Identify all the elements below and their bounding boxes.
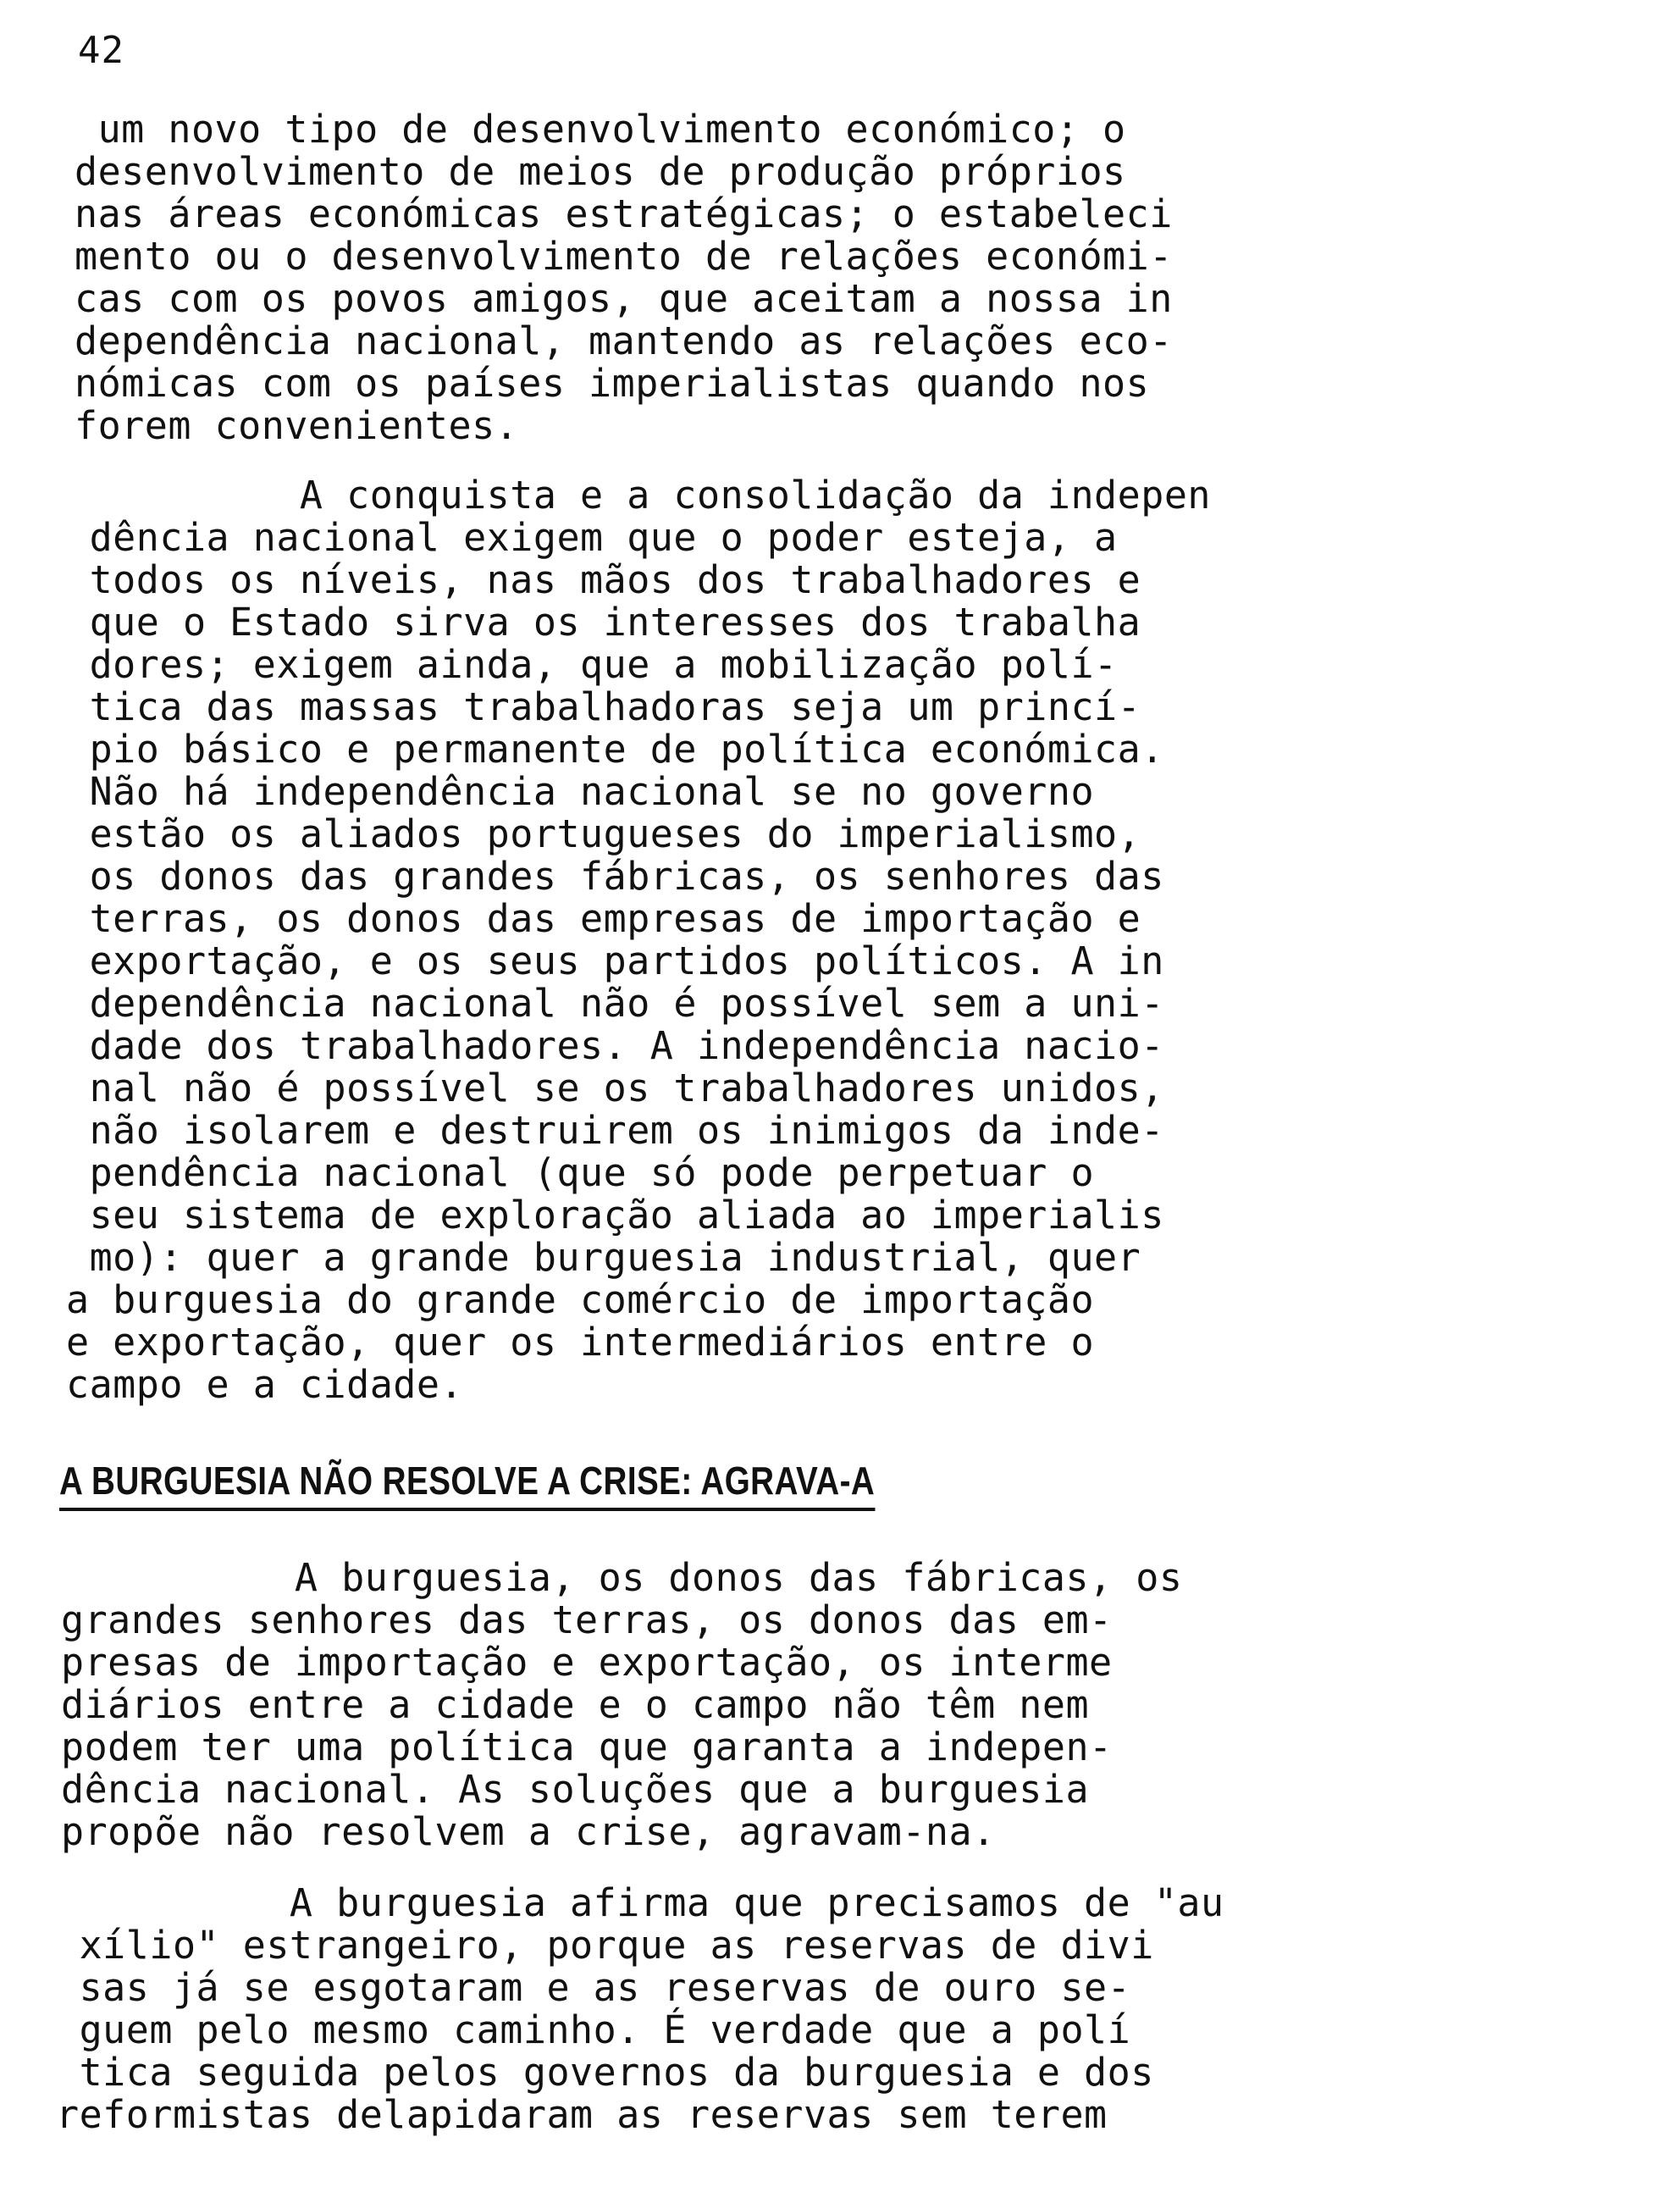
paragraph-national-independence: [66, 474, 1211, 1406]
text-line: Não há independência nacional se no governo: [66, 769, 1095, 814]
text-line: um novo tipo de desenvolvimento económico; o: [75, 107, 1126, 152]
text-line: terras, os donos das empresas de importação e: [66, 896, 1141, 941]
text-line: não isolarem e destruirem os inimigos da inde-: [66, 1108, 1164, 1153]
paragraph-economic-development: [75, 108, 1173, 447]
text-line: seu sistema de exploração aliada ao imperialis: [66, 1193, 1164, 1237]
paragraph-bourgeoisie-policy: [61, 1557, 1182, 1853]
text-line: a burguesia do grande comércio de importação: [66, 1277, 1095, 1322]
text-line: podem ter uma política que garanta a indepen-: [61, 1725, 1113, 1769]
text-line: desenvolvimento de meios de produção próprios: [75, 149, 1126, 194]
text-line: presas de importação e exportação, os interme: [61, 1640, 1113, 1685]
text-line: sas já se esgotaram e as reservas de ouro se-: [56, 1965, 1131, 2010]
text-line: dência nacional. As soluções que a burguesia: [61, 1767, 1090, 1812]
text-line: os donos das grandes fábricas, os senhores das: [66, 854, 1164, 899]
text-line: dência nacional exigem que o poder esteja, a: [66, 515, 1118, 560]
text-line: estão os aliados portugueses do imperialismo,: [66, 811, 1141, 856]
text-line: pendência nacional (que só pode perpetuar o: [66, 1150, 1095, 1195]
text-line: diários entre a cidade e o campo não têm nem: [61, 1682, 1090, 1727]
text-line: forem convenientes.: [75, 403, 519, 448]
text-line: mento ou o desenvolvimento de relações económi-: [75, 234, 1173, 279]
text-line: dependência nacional, mantendo as relações eco-: [75, 318, 1173, 363]
text-line: reformistas delapidaram as reservas sem terem: [56, 2092, 1108, 2137]
text-line: xílio" estrangeiro, porque as reservas de divi: [56, 1923, 1154, 1968]
text-line: dores; exigem ainda, que a mobilização polí-: [66, 642, 1118, 687]
text-line: campo e a cidade.: [66, 1362, 464, 1407]
text-line: propõe não resolvem a crise, agravam-na.: [61, 1809, 996, 1854]
text-line: tica das massas trabalhadoras seja um princí-: [66, 684, 1141, 729]
text-line: todos os níveis, nas mãos dos trabalhadores e: [66, 557, 1141, 602]
paragraph-foreign-aid: [56, 1882, 1224, 2136]
text-line: nas áreas económicas estratégicas; o estabeleci: [75, 191, 1173, 236]
text-line: cas com os povos amigos, que aceitam a nossa in: [75, 276, 1173, 321]
section-heading: A BURGUESIA NÃO RESOLVE A CRISE: AGRAVA-A: [59, 1455, 875, 1511]
text-line: A burguesia afirma que precisamos de "au: [56, 1880, 1224, 1925]
text-line: nal não é possível se os trabalhadores unidos,: [66, 1066, 1164, 1110]
text-line: exportação, e os seus partidos políticos. A in: [66, 938, 1164, 983]
text-line: dependência nacional não é possível sem a uni-: [66, 981, 1164, 1026]
text-line: pio básico e permanente de política económica.: [66, 727, 1164, 772]
text-line: grandes senhores das terras, os donos das em-: [61, 1597, 1113, 1642]
text-line: que o Estado sirva os interesses dos trabalha: [66, 600, 1141, 645]
page-number: 42: [78, 29, 124, 72]
text-line: mo): quer a grande burguesia industrial, quer: [66, 1235, 1141, 1280]
text-line: dade dos trabalhadores. A independência nacio-: [66, 1023, 1164, 1068]
text-line: tica seguida pelos governos da burguesia e dos: [56, 2050, 1154, 2095]
text-line: A conquista e a consolidação da indepen: [66, 473, 1212, 518]
text-line: nómicas com os países imperialistas quando nos: [75, 361, 1150, 406]
text-line: e exportação, quer os intermediários entre o: [66, 1320, 1095, 1365]
text-line: A burguesia, os donos das fábricas, os: [61, 1555, 1183, 1600]
text-line: guem pelo mesmo caminho. É verdade que a polí: [56, 2007, 1131, 2052]
